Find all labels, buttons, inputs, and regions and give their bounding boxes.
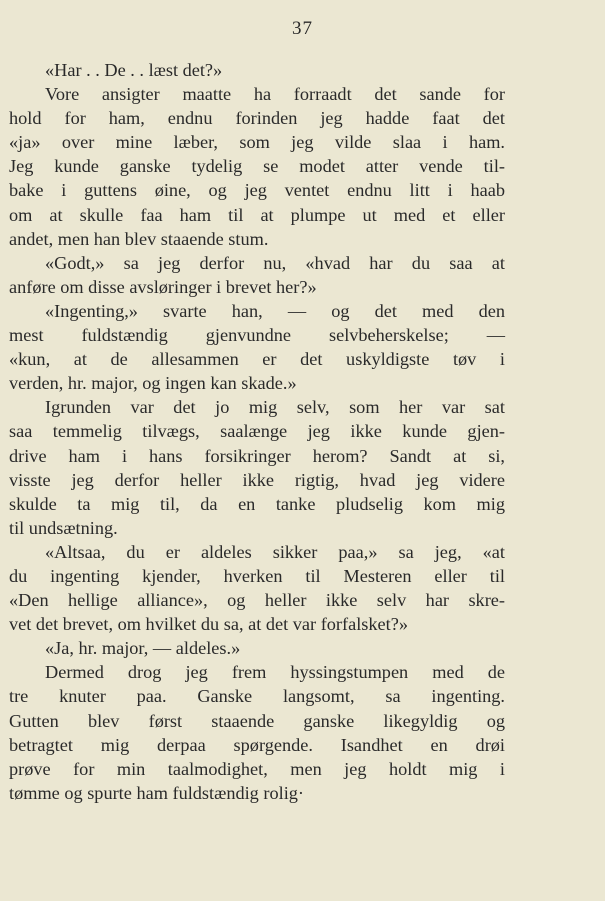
text-line: prøve for min taalmodighet, men jeg holdt mig i	[9, 758, 505, 779]
text-line: Dermed drog jeg frem hyssingstumpen med de	[45, 662, 505, 683]
text-line: saa temmelig tilvægs, saalænge jeg ikke kunde gjen-	[9, 421, 505, 442]
text-line: anføre om disse avsløringer i brevet her?»	[9, 276, 317, 297]
text-line: betragtet mig derpaa spørgende. Isandhet en drøi	[9, 734, 505, 755]
text-line: «Har . . De . . læst det?»	[45, 60, 223, 80]
text-line: Vore ansigter maatte ha forraadt det sande for	[45, 84, 505, 105]
text-line: Gutten blev først staaende ganske likegyldig og	[9, 710, 505, 731]
text-line: «ja» over mine læber, som jeg vilde slaa i ham.	[9, 132, 505, 153]
text-line: Igrunden var det jo mig selv, som her var sat	[45, 397, 505, 418]
page-number: 37	[292, 18, 313, 39]
text-line: mest fuldstændig gjenvundne selvbeherskelse; —	[9, 325, 505, 346]
text-line: tre knuter paa. Ganske langsomt, sa ingenting.	[9, 686, 505, 707]
text-line: «kun, at de allesammen er det uskyldigste tøv i	[9, 349, 505, 370]
text-line: bake i guttens øine, og jeg ventet endnu litt i haab	[9, 180, 505, 201]
text-line: verden, hr. major, og ingen kan skade.»	[9, 373, 297, 394]
text-line: «Ja, hr. major, — aldeles.»	[45, 638, 241, 659]
text-line: til undsætning.	[9, 517, 118, 538]
text-line: skulde ta mig til, da en tanke pludselig kom mig	[9, 493, 505, 514]
text-line: «Altsaa, du er aldeles sikker paa,» sa jeg, «at	[45, 541, 505, 562]
text-line: du ingenting kjender, hverken til Mesteren eller til	[9, 565, 505, 586]
text-line: drive ham i hans forsikringer herom? Sandt at si,	[9, 445, 505, 466]
text-line: tømme og spurte ham fuldstændig rolig·	[9, 782, 305, 803]
text-line: «Ingenting,» svarte han, — og det med den	[45, 300, 505, 321]
text-line: andet, men han blev staaende stum.	[9, 228, 269, 249]
text-line: om at skulle faa ham til at plumpe ut med et eller	[9, 204, 505, 225]
body-text	[9, 58, 505, 805]
text-line: vet det brevet, om hvilket du sa, at det var forfalsket?»	[9, 614, 409, 635]
text-line: «Den hellige alliance», og heller ikke selv har skre-	[9, 590, 505, 611]
text-line: «Godt,» sa jeg derfor nu, «hvad har du saa at	[45, 252, 505, 273]
text-line: Jeg kunde ganske tydelig se modet atter vende til-	[9, 156, 505, 177]
text-line: hold for ham, endnu forinden jeg hadde faat det	[9, 108, 505, 129]
text-line: visste jeg derfor heller ikke rigtig, hvad jeg videre	[9, 469, 505, 490]
